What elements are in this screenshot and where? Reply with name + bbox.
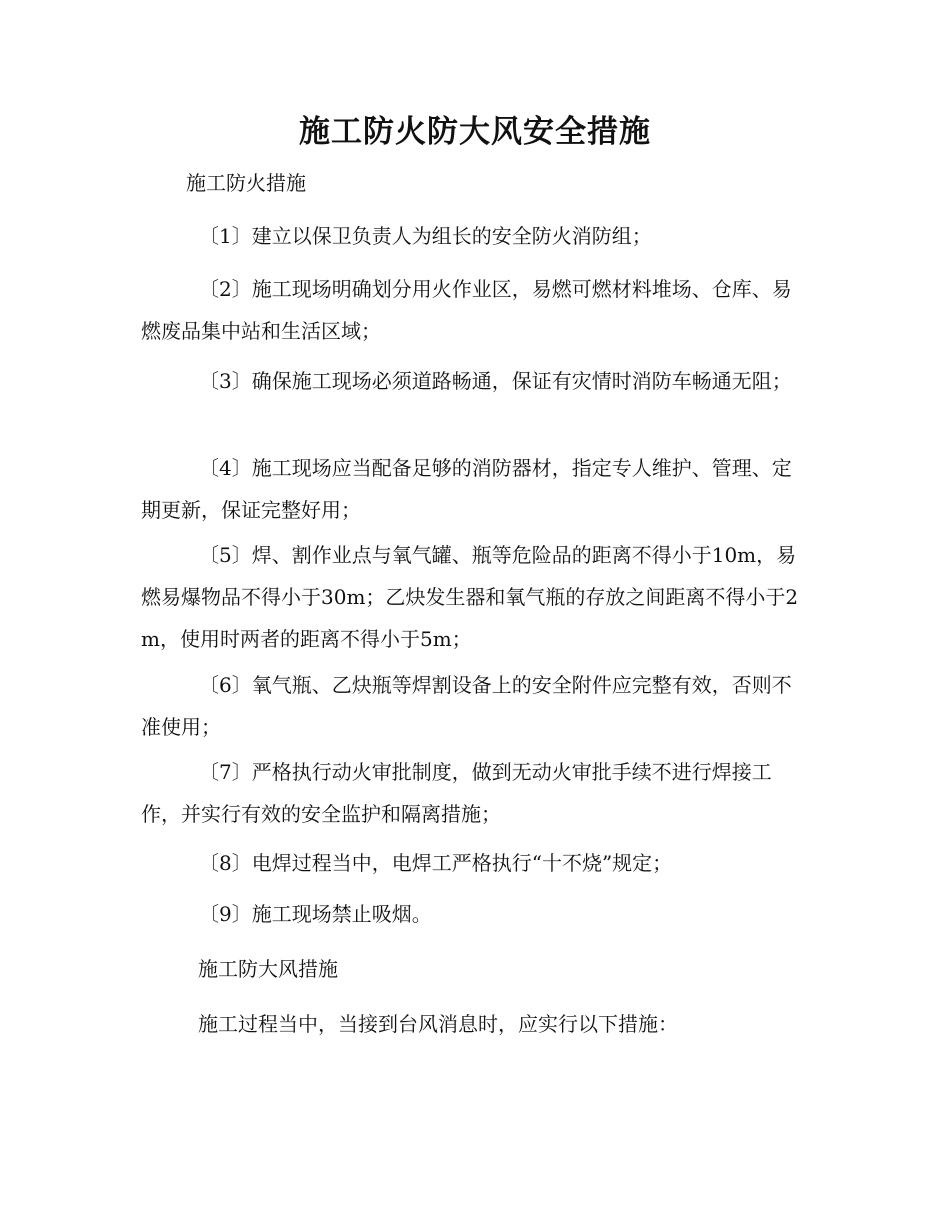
document-title: 施工防火防大风安全措施 bbox=[299, 114, 651, 150]
list-item: 〔1〕建立以保卫负责人为组长的安全防火消防组； bbox=[199, 224, 652, 248]
section-heading-wind: 施工防大风措施 bbox=[198, 957, 338, 981]
section-heading-fire: 施工防火措施 bbox=[186, 171, 306, 195]
list-item: 〔7〕严格执行动火审批制度，做到无动火审批手续不进行焊接工作，并实行有效的安全监护和隔离措施； bbox=[141, 760, 772, 826]
list-item: 〔6〕氧气瓶、乙炔瓶等焊割设备上的安全附件应完整有效，否则不准使用； bbox=[141, 673, 792, 739]
list-item: 〔9〕施工现场禁止吸烟。 bbox=[199, 902, 432, 926]
list-item: 〔5〕焊、割作业点与氧气罐、瓶等危险品的距离不得小于10m，易燃易爆物品不得小于30m；乙炔发生器和氧气瓶的存放之间距离不得小于2m，使用时两者的距离不得小于5m； bbox=[141, 543, 799, 651]
section-intro-wind: 施工过程当中，当接到台风消息时，应实行以下措施： bbox=[198, 1012, 678, 1036]
list-item: 〔8〕电焊过程当中，电焊工严格执行“十不烧”规定； bbox=[199, 851, 673, 875]
list-item: 〔3〕确保施工现场必须道路畅通，保证有灾情时消防车畅通无阻； bbox=[199, 369, 792, 393]
list-item: 〔4〕施工现场应当配备足够的消防器材，指定专人维护、管理、定期更新，保证完整好用； bbox=[141, 456, 792, 522]
list-item: 〔2〕施工现场明确划分用火作业区，易燃可燃材料堆场、仓库、易燃废品集中站和生活区域； bbox=[141, 277, 792, 343]
